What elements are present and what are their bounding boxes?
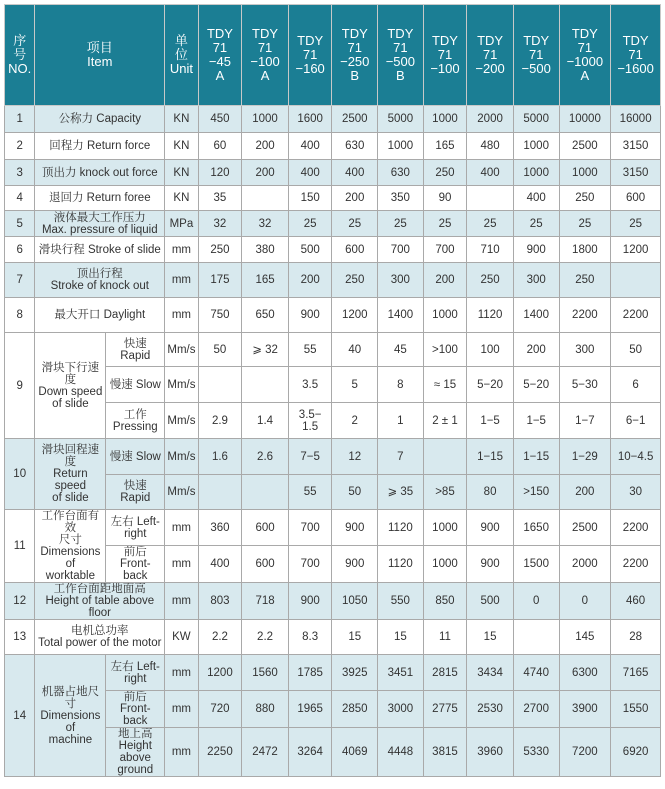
value-cell: 1200 (611, 237, 661, 263)
table-row (5, 583, 661, 620)
table-row (5, 160, 661, 186)
value-cell: >85 (423, 475, 467, 510)
header-model: TDY 71 −1000 A (559, 5, 611, 106)
value-cell: 1.4 (242, 403, 289, 439)
item-label: 工作台面距地面高 Height of table above floor (35, 583, 165, 620)
value-cell: 90 (423, 186, 467, 211)
value-cell: 700 (288, 510, 332, 546)
value-cell: 2 ± 1 (423, 403, 467, 439)
sub-item-label: 左右 Left- right (106, 655, 165, 691)
value-cell: 15 (332, 620, 378, 655)
value-cell: 5−30 (559, 367, 611, 403)
value-cell: 2700 (513, 691, 559, 728)
value-cell: 900 (332, 546, 378, 583)
value-cell: 2530 (467, 691, 514, 728)
unit-cell: Mm/s (165, 439, 198, 475)
value-cell: 1785 (288, 655, 332, 691)
value-cell: 700 (288, 546, 332, 583)
table-row (5, 106, 661, 133)
value-cell: 1500 (513, 546, 559, 583)
item-label: 机器占地尺寸 Dimensions of machine (35, 655, 106, 777)
value-cell: 250 (559, 186, 611, 211)
value-cell: 8 (378, 367, 424, 403)
value-cell: 2500 (559, 133, 611, 160)
item-label: 最大开口 Daylight (35, 298, 165, 333)
table-row (5, 620, 661, 655)
value-cell: >150 (513, 475, 559, 510)
value-cell: 1.6 (198, 439, 242, 475)
value-cell: 2 (332, 403, 378, 439)
value-cell: 750 (198, 298, 242, 333)
value-cell: 2500 (559, 510, 611, 546)
value-cell: 1000 (423, 546, 467, 583)
value-cell: 650 (242, 298, 289, 333)
sub-item-label: 前后 Front- back (106, 691, 165, 728)
spec-table (4, 4, 661, 777)
header-unit: 单 位 Unit (165, 5, 198, 106)
value-cell: 1400 (513, 298, 559, 333)
unit-cell: mm (165, 546, 198, 583)
value-cell (467, 186, 514, 211)
row-number: 6 (5, 237, 35, 263)
row-number: 8 (5, 298, 35, 333)
value-cell: 12 (332, 439, 378, 475)
table-row (5, 439, 661, 475)
sub-item-label: 前后 Front- back (106, 546, 165, 583)
value-cell: 55 (288, 333, 332, 367)
value-cell: 718 (242, 583, 289, 620)
unit-cell: KN (165, 160, 198, 186)
value-cell: 380 (242, 237, 289, 263)
value-cell: 15 (378, 620, 424, 655)
value-cell: 1000 (559, 160, 611, 186)
value-cell (242, 475, 289, 510)
sub-item-label: 慢速 Slow (106, 367, 165, 403)
unit-cell: KN (165, 106, 198, 133)
unit-cell: mm (165, 298, 198, 333)
value-cell: 32 (198, 211, 242, 237)
value-cell: 25 (288, 211, 332, 237)
value-cell: ≈ 15 (423, 367, 467, 403)
value-cell: 2775 (423, 691, 467, 728)
value-cell: 40 (332, 333, 378, 367)
value-cell: 5000 (513, 106, 559, 133)
sub-item-label: 慢速 Slow (106, 439, 165, 475)
value-cell: 250 (423, 160, 467, 186)
value-cell: 1000 (513, 160, 559, 186)
sub-item-label: 左右 Left- right (106, 510, 165, 546)
value-cell: 10−4.5 (611, 439, 661, 475)
value-cell: 300 (513, 263, 559, 298)
value-cell: 1120 (378, 546, 424, 583)
value-cell: 500 (467, 583, 514, 620)
value-cell: 10000 (559, 106, 611, 133)
value-cell: 1800 (559, 237, 611, 263)
value-cell: 7−5 (288, 439, 332, 475)
value-cell: 3.5− 1.5 (288, 403, 332, 439)
value-cell: 450 (198, 106, 242, 133)
header-model: TDY 71 −200 (467, 5, 514, 106)
value-cell: 2200 (559, 298, 611, 333)
value-cell: 2000 (467, 106, 514, 133)
value-cell: 2250 (198, 728, 242, 777)
value-cell: 120 (198, 160, 242, 186)
value-cell: 400 (332, 160, 378, 186)
value-cell: 500 (288, 237, 332, 263)
table-row (5, 655, 661, 691)
value-cell: 1000 (423, 106, 467, 133)
value-cell: 700 (423, 237, 467, 263)
value-cell: 3150 (611, 160, 661, 186)
sub-item-label: 快速 Rapid (106, 333, 165, 367)
value-cell: 1−5 (513, 403, 559, 439)
value-cell: 250 (467, 263, 514, 298)
value-cell: 400 (467, 160, 514, 186)
item-label: 回程力 Return force (35, 133, 165, 160)
value-cell: 7200 (559, 728, 611, 777)
value-cell: 25 (467, 211, 514, 237)
value-cell (242, 186, 289, 211)
value-cell: 35 (198, 186, 242, 211)
value-cell: 2.2 (198, 620, 242, 655)
value-cell: 0 (559, 583, 611, 620)
table-row (5, 237, 661, 263)
table-row (5, 133, 661, 160)
value-cell: 5000 (378, 106, 424, 133)
unit-cell: mm (165, 655, 198, 691)
value-cell: 7165 (611, 655, 661, 691)
value-cell: 3960 (467, 728, 514, 777)
value-cell: 5−20 (513, 367, 559, 403)
value-cell: 4448 (378, 728, 424, 777)
header-model: TDY 71 −500 (513, 5, 559, 106)
value-cell: 250 (332, 263, 378, 298)
value-cell: 3.5 (288, 367, 332, 403)
value-cell: 360 (198, 510, 242, 546)
value-cell: 1600 (288, 106, 332, 133)
table-row (5, 333, 661, 367)
value-cell: 3000 (378, 691, 424, 728)
value-cell: 2850 (332, 691, 378, 728)
sub-item-label: 地上高 Height above ground (106, 728, 165, 777)
value-cell: 4069 (332, 728, 378, 777)
unit-cell: KN (165, 186, 198, 211)
value-cell: 25 (423, 211, 467, 237)
value-cell: 0 (513, 583, 559, 620)
unit-cell: KW (165, 620, 198, 655)
value-cell: 480 (467, 133, 514, 160)
value-cell: 2200 (611, 298, 661, 333)
value-cell: 165 (423, 133, 467, 160)
value-cell: 400 (513, 186, 559, 211)
value-cell: 3900 (559, 691, 611, 728)
value-cell: 850 (423, 583, 467, 620)
unit-cell: mm (165, 583, 198, 620)
value-cell: 50 (198, 333, 242, 367)
value-cell: 25 (332, 211, 378, 237)
value-cell: 1−7 (559, 403, 611, 439)
value-cell: 25 (513, 211, 559, 237)
header-row (5, 5, 661, 106)
row-number: 5 (5, 211, 35, 237)
value-cell (198, 475, 242, 510)
value-cell: 720 (198, 691, 242, 728)
value-cell: 25 (611, 211, 661, 237)
value-cell: ⩾ 35 (378, 475, 424, 510)
unit-cell: Mm/s (165, 475, 198, 510)
value-cell: 60 (198, 133, 242, 160)
value-cell: 2815 (423, 655, 467, 691)
value-cell: 600 (242, 546, 289, 583)
value-cell: 1000 (423, 298, 467, 333)
value-cell: 1550 (611, 691, 661, 728)
value-cell: 2200 (611, 510, 661, 546)
value-cell: 80 (467, 475, 514, 510)
row-number: 4 (5, 186, 35, 211)
sub-item-label: 工作 Pressing (106, 403, 165, 439)
value-cell: 3451 (378, 655, 424, 691)
row-number: 3 (5, 160, 35, 186)
table-row (5, 263, 661, 298)
row-number: 2 (5, 133, 35, 160)
value-cell: 630 (332, 133, 378, 160)
value-cell: 2.2 (242, 620, 289, 655)
value-cell: 803 (198, 583, 242, 620)
value-cell: 200 (288, 263, 332, 298)
value-cell: 5−20 (467, 367, 514, 403)
value-cell: 15 (467, 620, 514, 655)
value-cell: 30 (611, 475, 661, 510)
value-cell: 710 (467, 237, 514, 263)
value-cell: 900 (332, 510, 378, 546)
item-label: 顶出行程 Stroke of knock out (35, 263, 165, 298)
value-cell: 1050 (332, 583, 378, 620)
item-label: 工作台面有效 尺寸 Dimensions of worktable (35, 510, 106, 583)
value-cell: 2200 (611, 546, 661, 583)
unit-cell: mm (165, 510, 198, 546)
value-cell: 900 (467, 546, 514, 583)
value-cell: 8.3 (288, 620, 332, 655)
value-cell: 1200 (332, 298, 378, 333)
value-cell: 900 (513, 237, 559, 263)
value-cell: ⩾ 32 (242, 333, 289, 367)
unit-cell: KN (165, 133, 198, 160)
item-label: 液体最大工作压力 Max. pressure of liquid (35, 211, 165, 237)
value-cell: 3925 (332, 655, 378, 691)
value-cell: 1−5 (467, 403, 514, 439)
table-row (5, 298, 661, 333)
unit-cell: Mm/s (165, 333, 198, 367)
header-item: 项目 Item (35, 5, 165, 106)
value-cell: 460 (611, 583, 661, 620)
value-cell: 1400 (378, 298, 424, 333)
row-number: 14 (5, 655, 35, 777)
item-label: 顶出力 knock out force (35, 160, 165, 186)
value-cell: 350 (378, 186, 424, 211)
value-cell: 4740 (513, 655, 559, 691)
value-cell: 11 (423, 620, 467, 655)
value-cell: 1 (378, 403, 424, 439)
value-cell: 150 (288, 186, 332, 211)
item-label: 电机总功率 Total power of the motor (35, 620, 165, 655)
value-cell: 28 (611, 620, 661, 655)
unit-cell: MPa (165, 211, 198, 237)
value-cell: 200 (513, 333, 559, 367)
value-cell: 25 (378, 211, 424, 237)
header-model: TDY 71 −45 A (198, 5, 242, 106)
value-cell: 1000 (513, 133, 559, 160)
value-cell: 45 (378, 333, 424, 367)
value-cell: 2.6 (242, 439, 289, 475)
value-cell: 6 (611, 367, 661, 403)
value-cell: 200 (423, 263, 467, 298)
value-cell: 200 (332, 186, 378, 211)
value-cell: 1120 (378, 510, 424, 546)
value-cell: 200 (559, 475, 611, 510)
value-cell: 400 (288, 133, 332, 160)
value-cell: 50 (611, 333, 661, 367)
value-cell: 300 (378, 263, 424, 298)
value-cell: 2472 (242, 728, 289, 777)
value-cell: 1000 (242, 106, 289, 133)
value-cell: 1−15 (513, 439, 559, 475)
value-cell: 32 (242, 211, 289, 237)
row-number: 10 (5, 439, 35, 510)
value-cell: 145 (559, 620, 611, 655)
value-cell: 1000 (423, 510, 467, 546)
header-model: TDY 71 −160 (288, 5, 332, 106)
value-cell (423, 439, 467, 475)
value-cell: 1560 (242, 655, 289, 691)
value-cell: 6920 (611, 728, 661, 777)
value-cell (242, 367, 289, 403)
item-label: 滑块行程 Stroke of slide (35, 237, 165, 263)
sub-item-label: 快速 Rapid (106, 475, 165, 510)
value-cell: 550 (378, 583, 424, 620)
value-cell: 200 (242, 133, 289, 160)
value-cell: 880 (242, 691, 289, 728)
unit-cell: Mm/s (165, 367, 198, 403)
row-number: 7 (5, 263, 35, 298)
value-cell: 1−15 (467, 439, 514, 475)
value-cell: 630 (378, 160, 424, 186)
value-cell: 3815 (423, 728, 467, 777)
value-cell: 165 (242, 263, 289, 298)
row-number: 11 (5, 510, 35, 583)
value-cell: 300 (559, 333, 611, 367)
row-number: 1 (5, 106, 35, 133)
value-cell: 25 (559, 211, 611, 237)
value-cell (198, 367, 242, 403)
value-cell: 3264 (288, 728, 332, 777)
value-cell: >100 (423, 333, 467, 367)
value-cell: 900 (467, 510, 514, 546)
value-cell: 1965 (288, 691, 332, 728)
item-label: 公称力 Capacity (35, 106, 165, 133)
value-cell: 2000 (559, 546, 611, 583)
table-row (5, 186, 661, 211)
value-cell: 900 (288, 298, 332, 333)
value-cell: 175 (198, 263, 242, 298)
value-cell: 400 (288, 160, 332, 186)
header-model: TDY 71 −250 B (332, 5, 378, 106)
value-cell: 16000 (611, 106, 661, 133)
row-number: 12 (5, 583, 35, 620)
table-row (5, 510, 661, 546)
item-label: 滑块下行速度 Down speed of slide (35, 333, 106, 439)
unit-cell: Mm/s (165, 403, 198, 439)
unit-cell: mm (165, 728, 198, 777)
header-model: TDY 71 −1600 (611, 5, 661, 106)
value-cell (513, 620, 559, 655)
value-cell (611, 263, 661, 298)
value-cell: 2.9 (198, 403, 242, 439)
value-cell: 700 (378, 237, 424, 263)
value-cell: 55 (288, 475, 332, 510)
value-cell: 200 (242, 160, 289, 186)
value-cell: 3434 (467, 655, 514, 691)
value-cell: 1200 (198, 655, 242, 691)
value-cell: 250 (198, 237, 242, 263)
value-cell: 400 (198, 546, 242, 583)
value-cell: 6−1 (611, 403, 661, 439)
value-cell: 600 (242, 510, 289, 546)
value-cell: 1650 (513, 510, 559, 546)
row-number: 13 (5, 620, 35, 655)
value-cell: 3150 (611, 133, 661, 160)
item-label: 退回力 Return foree (35, 186, 165, 211)
value-cell: 2500 (332, 106, 378, 133)
value-cell: 900 (288, 583, 332, 620)
value-cell: 1120 (467, 298, 514, 333)
value-cell: 50 (332, 475, 378, 510)
header-no: 序 号 NO. (5, 5, 35, 106)
row-number: 9 (5, 333, 35, 439)
value-cell: 5330 (513, 728, 559, 777)
item-label: 滑块回程速度 Return speed of slide (35, 439, 106, 510)
value-cell: 7 (378, 439, 424, 475)
value-cell: 1000 (378, 133, 424, 160)
value-cell: 600 (611, 186, 661, 211)
value-cell: 5 (332, 367, 378, 403)
value-cell: 1−29 (559, 439, 611, 475)
header-model: TDY 71 −500 B (378, 5, 424, 106)
unit-cell: mm (165, 691, 198, 728)
unit-cell: mm (165, 263, 198, 298)
header-model: TDY 71 −100 (423, 5, 467, 106)
table-row (5, 211, 661, 237)
value-cell: 100 (467, 333, 514, 367)
value-cell: 600 (332, 237, 378, 263)
unit-cell: mm (165, 237, 198, 263)
value-cell: 6300 (559, 655, 611, 691)
value-cell: 250 (559, 263, 611, 298)
header-model: TDY 71 −100 A (242, 5, 289, 106)
